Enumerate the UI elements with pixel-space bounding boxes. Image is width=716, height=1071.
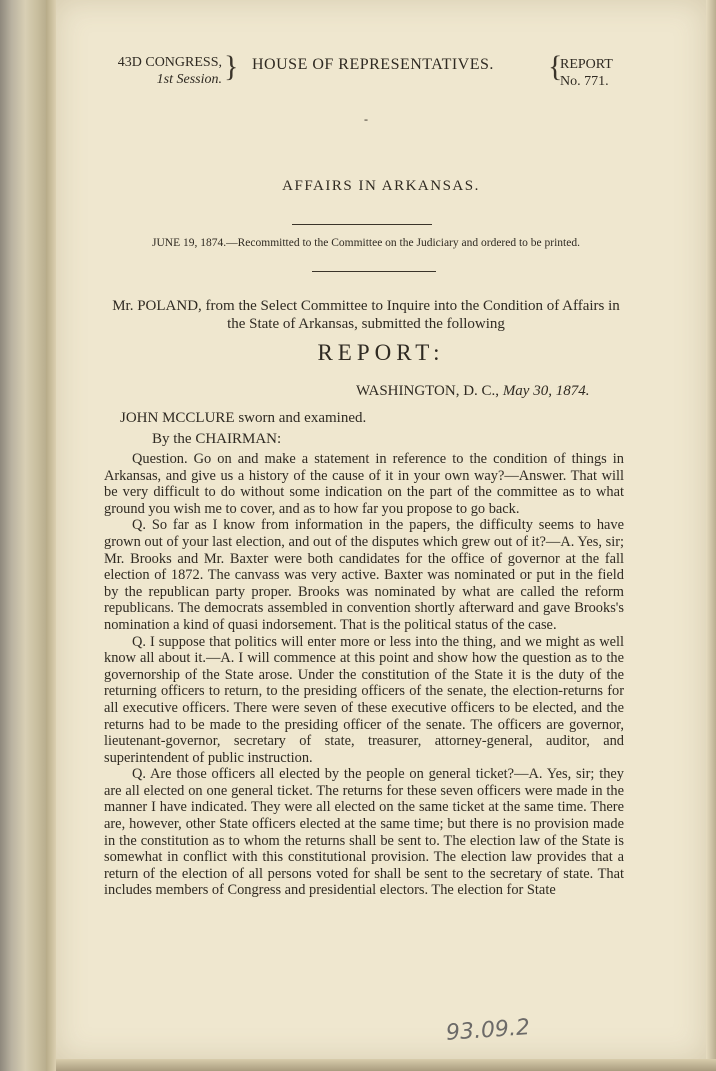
right-brace: { [548, 50, 563, 83]
congress-label: 43D CONGRESS, [117, 55, 222, 70]
bottom-page-edge [56, 1059, 716, 1071]
paragraph: Q. Are those officers all elected by the people on general ticket?—A. Yes, sir; they are all elected on one general ticket. The returns for these seven officers were made in the manner I have indicated. They were all elected on the same ticket at the same time. There are, however, other State officers elected at the same time; but there is no provision made in the constitution as to whom the returns shall be sent to. The election law of the State is somewhat in conflict with this constitutional provision. The election law provides that a return of the election of all persons voted for shall be sent to the secretary of state. That includes members of Congress and presidential electors. The election for State [104, 766, 624, 899]
dateline-rule [312, 271, 436, 272]
pencil-annotation: 93.09.2 [445, 1015, 531, 1046]
witness-line: JOHN MCCLURE sworn and examined. [120, 410, 367, 426]
paragraph: Question. Go on and make a statement in reference to the condition of things in Arkansas, and give us a history of the cause of it in your own way?—Answer. That will be very difficult to do without some indication on the part of the committee as to what ground you wish me to cover, and as to how far you propose to go back. [104, 451, 624, 517]
document-title: AFFAIRS IN ARKANSAS. [282, 178, 480, 194]
book-spine [0, 0, 46, 1071]
place: WASHINGTON, D. C., [356, 383, 500, 399]
printer-mark: - [364, 112, 368, 126]
intro-text: Mr. POLAND, from the Select Committee to Inquire into the Condition of Affairs in the State of Arkansas, submitted the following [112, 298, 620, 332]
congress-session [106, 54, 222, 88]
right-page-edge [706, 0, 716, 1071]
date: May 30, 1874. [502, 383, 590, 399]
document-page [56, 0, 706, 1060]
title-rule [292, 224, 432, 225]
by-chairman: By the CHAIRMAN: [152, 431, 282, 447]
session-label: 1st Session. [156, 72, 222, 87]
report-number [560, 56, 613, 90]
report-heading: REPORT: [317, 340, 445, 365]
testimony-body [104, 451, 624, 899]
place-date [356, 383, 589, 400]
house-heading: HOUSE OF REPRESENTATIVES. [252, 56, 494, 73]
dateline: JUNE 19, 1874.—Recommitted to the Committee on the Judiciary and ordered to be printed. [152, 237, 580, 249]
report-label: REPORT [560, 57, 613, 72]
report-no: No. 771. [560, 74, 609, 89]
left-brace: } [224, 50, 239, 83]
paragraph: Q. So far as I know from information in the papers, the difficulty seems to have grown out of your last election, and out of the disputes which grew out of it?—A. Yes, sir; Mr. Brooks and Mr. Baxter were both candidates for the office of governor at the fall election of 1872. The canvass was very active. Baxter was nominated or put in the field by the republican party proper. Brooks was nominated by what are called the reform republicans. The democrats assembled in convention shortly afterward and gave Brooks's nomination a kind of quasi indorsement. That is the political status of the case. [104, 517, 624, 633]
paragraph: Q. I suppose that politics will enter more or less into the thing, and we might as well know all about it.—A. I will commence at this point and show how the question as to the governorship of the State arose. Under the constitution of the State it is the duty of the returning officers to return, to the presiding officers of the senate, the election-returns for all executive officers. There were seven of these executive officers to be elected, and the returns had to be made to the presiding officer of the senate. The officers are governor, lieutenant-governor, secretary of state, treasurer, attorney-general, auditor, and superintendent of public instruction. [104, 633, 624, 766]
